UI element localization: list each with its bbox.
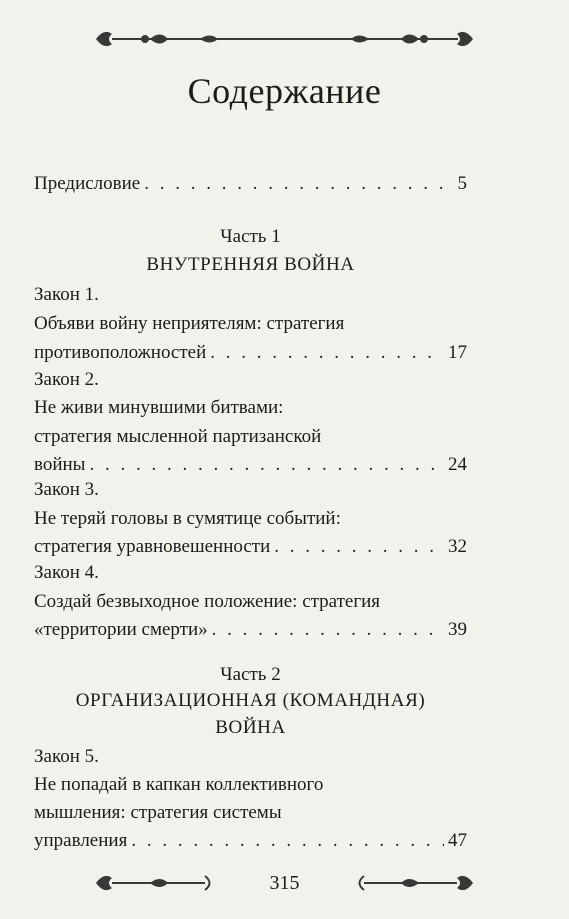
page-number: 315 (269, 872, 300, 894)
part-2-label: Часть 2 (220, 664, 281, 685)
toc-page-number: 32 (448, 536, 467, 557)
toc-page-number: 39 (448, 619, 467, 640)
toc-entry-law-3 (34, 533, 467, 561)
law-1-label: Закон 1. (34, 284, 99, 305)
part-2-title-line-1: ОРГАНИЗАЦИОННАЯ (КОМАНДНАЯ) (75, 690, 426, 711)
toc-entry-label: «территории смерти» (34, 619, 208, 640)
law-2-label: Закон 2. (34, 369, 99, 390)
top-ornament (0, 24, 569, 54)
law-1-line-1: Объяви войну неприятелям: стратегия (34, 313, 345, 334)
law-2-line-1: Не живи минувшими битвами: (34, 397, 284, 418)
law-5-line-1: Не попадай в капкан коллективного (34, 774, 324, 795)
law-5-label: Закон 5. (34, 746, 99, 767)
toc-entry-label: стратегия уравновешенности (34, 536, 271, 557)
toc-page-number: 5 (457, 173, 467, 194)
page-title: Содержание (187, 71, 382, 111)
toc-entry-label: войны (34, 454, 86, 475)
law-4-label: Закон 4. (34, 562, 99, 583)
part-2-title-line-2: ВОЙНА (215, 717, 286, 738)
toc-page-number: 24 (448, 454, 467, 475)
toc-entry-law-2 (34, 451, 467, 479)
law-3-label: Закон 3. (34, 479, 99, 500)
toc-page-number: 17 (448, 342, 467, 363)
law-2-line-2: стратегия мысленной партизанской (34, 426, 322, 447)
dot-leader (274, 533, 444, 561)
dot-leader (144, 170, 453, 198)
dot-leader (212, 616, 444, 644)
law-5-line-2: мышления: стратегия системы (34, 802, 282, 823)
toc-entry-preface (34, 170, 467, 198)
law-4-line-1: Создай безвыходное положение: стратегия (34, 591, 381, 612)
toc-entry-label: управления (34, 830, 128, 851)
toc-entry-label: Предисловие (34, 173, 141, 194)
part-1-label: Часть 1 (220, 226, 281, 247)
law-3-line-1: Не теряй головы в сумятице событий: (34, 508, 341, 529)
toc-entry-label: противоположностей (34, 342, 207, 363)
toc-entry-law-5 (34, 827, 467, 855)
dot-leader (89, 451, 444, 479)
part-1-title: ВНУТРЕННЯЯ ВОЙНА (146, 254, 355, 275)
dot-leader (131, 827, 444, 855)
toc-page-number: 47 (448, 830, 467, 851)
toc-entry-law-1 (34, 339, 467, 367)
toc-entry-law-4 (34, 616, 467, 644)
dot-leader (210, 339, 444, 367)
